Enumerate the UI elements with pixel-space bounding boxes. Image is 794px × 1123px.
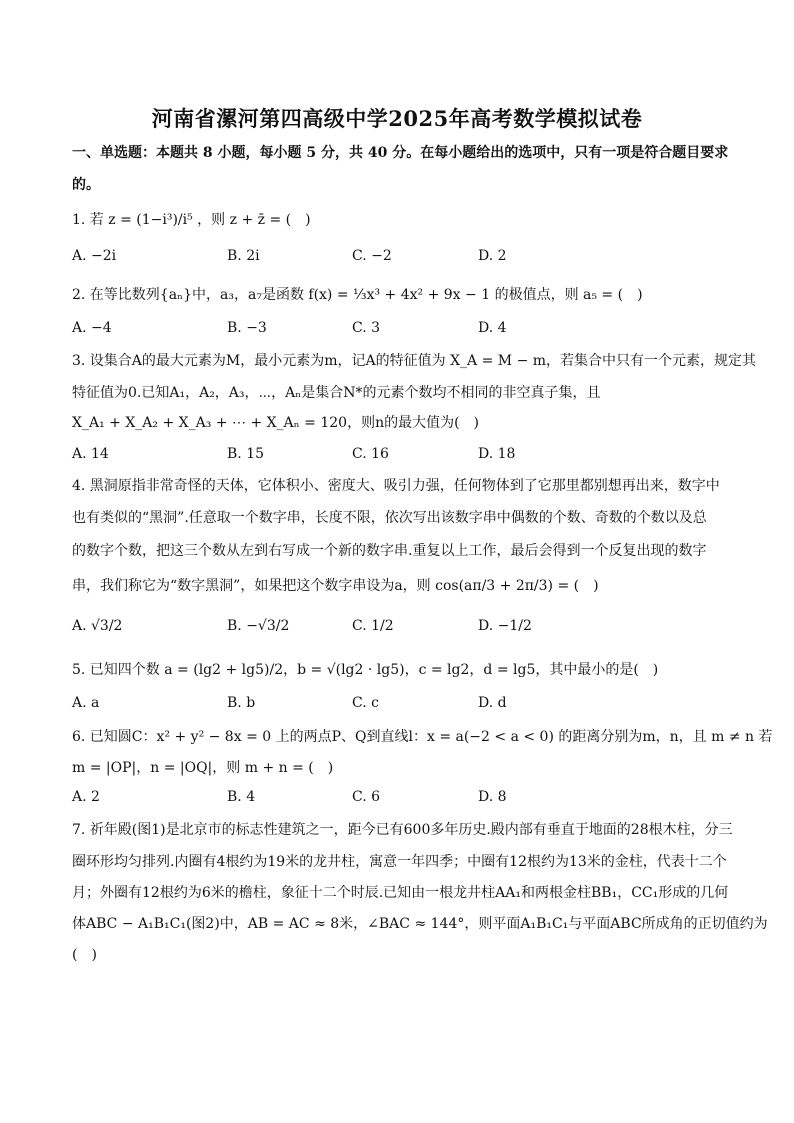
option-d: D. 2	[478, 248, 507, 264]
question-6-options	[72, 789, 727, 809]
question-4-text-cont: 也有类似的“黑洞”.任意取一个数字串，长度不限，依次写出该数字串中偶数的个数、奇数的个数以及总	[72, 510, 707, 526]
question-6-text: 6. 已知圆C：x² + y² − 8x = 0 上的两点P、Q到直线l：x = a(−2 < a < 0) 的距离分别为m，n，且 m ≠ n 若	[72, 729, 773, 745]
question-3-text-cont: 特征值为0.已知A₁，A₂，A₃，⋯，Aₙ是集合N*的元素个数均不相同的非空真子集，且	[72, 385, 601, 401]
option-a: A. 2	[72, 789, 100, 805]
question-3-options	[72, 446, 727, 466]
option-a: A. √3/2	[72, 618, 123, 634]
option-d: D. 4	[478, 320, 507, 336]
section-header-cont: 的。	[72, 177, 100, 193]
option-a: A. a	[72, 695, 100, 711]
question-1-options	[72, 248, 727, 268]
section-header: 一、单选题：本题共 8 小题，每小题 5 分，共 40 分。在每小题给出的选项中，只有一项是符合题目要求	[72, 145, 729, 161]
option-d: D. d	[478, 695, 507, 711]
question-7-text-cont: 月；外圈有12根约为6米的檐柱，象征十二个时辰.已知由一根龙井柱AA₁和两根金柱BB₁，CC₁形成的几何	[72, 885, 729, 901]
question-2-text: 2. 在等比数列{aₙ}中，a₃，a₇是函数 f(x) = ⅓x³ + 4x² + 9x − 1 的极值点，则 a₅ = ( )	[72, 287, 643, 303]
option-b: B. 4	[227, 789, 256, 805]
option-c: C. c	[352, 695, 379, 711]
question-4-text: 4. 黑洞原指非常奇怪的天体，它体积小、密度大、吸引力强，任何物体到了它那里都别想再出来，数字中	[72, 478, 720, 494]
question-4-text-cont: 串，我们称它为“数字黑洞”，如果把这个数字串设为a，则 cos(aπ/3 + 2π/3) = ( )	[72, 578, 599, 594]
option-d: D. 8	[478, 789, 507, 805]
question-3-text: 3. 设集合A的最大元素为M，最小元素为m，记A的特征值为 X_A = M − m，若集合中只有一个元素，规定其	[72, 353, 757, 369]
question-4-options	[72, 618, 727, 638]
option-d: D. −1/2	[478, 618, 532, 634]
option-c: C. −2	[352, 248, 392, 264]
question-7-text-cont: ( )	[72, 947, 97, 963]
option-a: A. 14	[72, 446, 109, 462]
question-7-text: 7. 祈年殿(图1)是北京市的标志性建筑之一，距今已有600多年历史.殿内部有垂直于地面的28根木柱，分三	[72, 822, 733, 838]
question-6-text-cont: m = |OP|，n = |OQ|，则 m + n = ( )	[72, 760, 334, 776]
question-2-options	[72, 320, 727, 340]
question-4-text-cont: 的数字个数，把这三个数从左到右写成一个新的数字串.重复以上工作，最后会得到一个反复出现的数字	[72, 543, 707, 559]
question-1-text: 1. 若 z = (1−i³)/i⁵ ，则 z + z̄ = ( )	[72, 212, 311, 228]
exam-title: 河南省漯河第四高级中学2025年高考数学模拟试卷	[151, 106, 643, 131]
question-5-options	[72, 695, 727, 715]
question-5-text: 5. 已知四个数 a = (lg2 + lg5)/2，b = √(lg2 · lg5)，c = lg2，d = lg5，其中最小的是( )	[72, 662, 659, 678]
option-c: C. 1/2	[352, 618, 394, 634]
option-a: A. −4	[72, 320, 112, 336]
question-3-text-cont: X_A₁ + X_A₂ + X_A₃ + ⋯ + X_Aₙ = 120，则n的最大值为( )	[72, 415, 480, 431]
option-a: A. −2i	[72, 248, 117, 264]
option-d: D. 18	[478, 446, 516, 462]
option-c: C. 16	[352, 446, 389, 462]
option-b: B. 15	[227, 446, 265, 462]
question-7-text-cont: 体ABC − A₁B₁C₁(图2)中，AB = AC ≈ 8米，∠BAC ≈ 144°，则平面A₁B₁C₁与平面ABC所成角的正切值约为	[72, 916, 768, 932]
option-c: C. 3	[352, 320, 381, 336]
option-b: B. b	[227, 695, 256, 711]
option-b: B. 2i	[227, 248, 260, 264]
option-c: C. 6	[352, 789, 381, 805]
option-b: B. −3	[227, 320, 267, 336]
question-7-text-cont: 圈环形均匀排列.内圈有4根约为19米的龙井柱，寓意一年四季；中圈有12根约为13米的金柱，代表十二个	[72, 854, 727, 870]
option-b: B. −√3/2	[227, 618, 290, 634]
